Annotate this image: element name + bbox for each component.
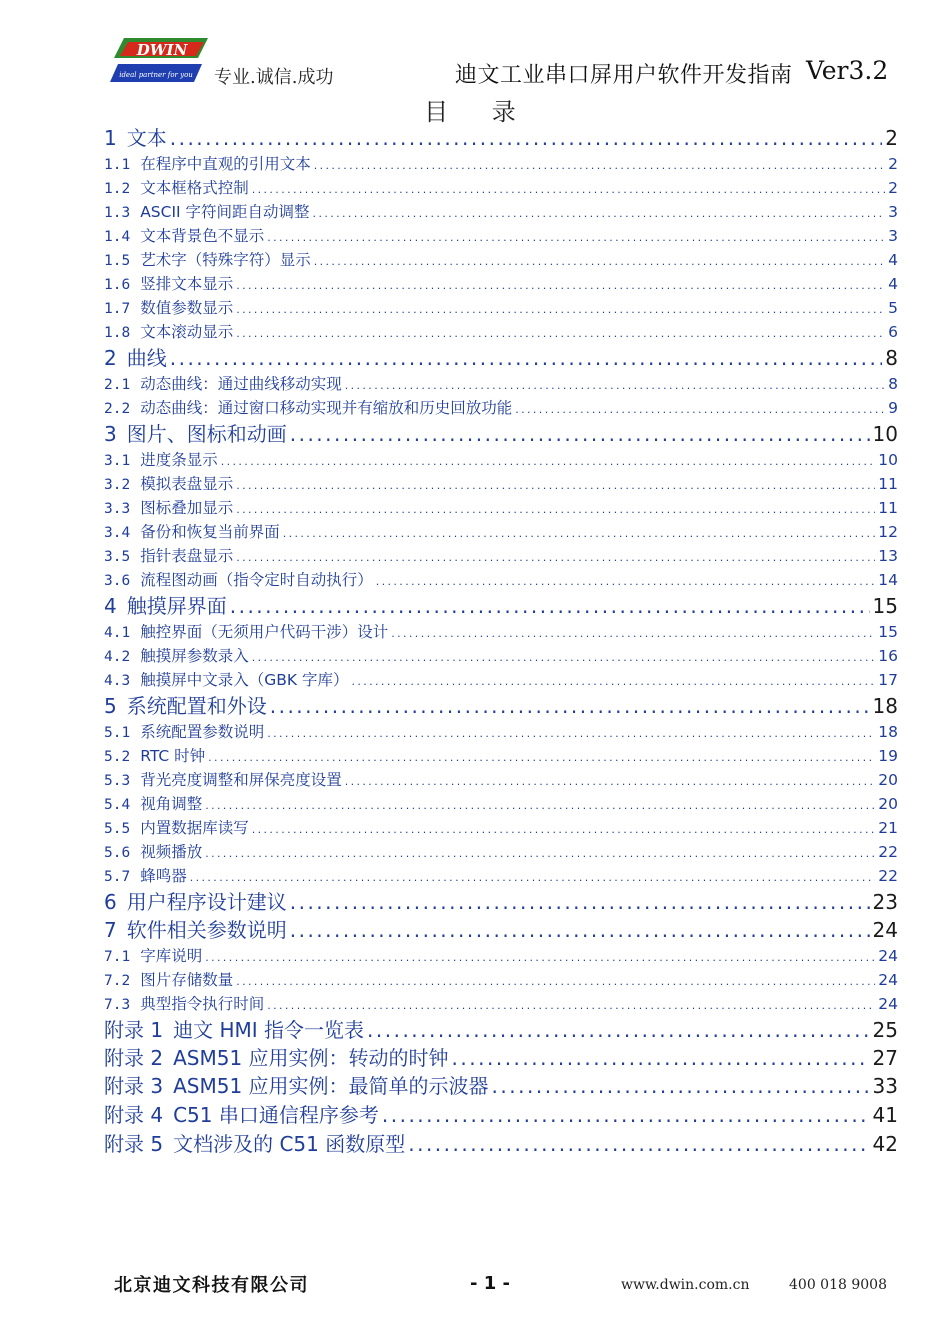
toc-leader-dots — [283, 522, 876, 546]
company-slogan: 专业.诚信.成功 — [214, 67, 334, 88]
footer-page-number: - 1 - — [470, 1273, 510, 1294]
toc-entry-number: 5.2 — [104, 749, 131, 765]
toc-entry[interactable] — [104, 1101, 898, 1129]
toc-entry-label: C51 串口通信程序参考 — [173, 1103, 379, 1127]
toc-leader-dots — [351, 670, 875, 694]
dwin-logo — [110, 34, 210, 86]
toc-entry-number: 5.1 — [104, 725, 131, 741]
toc-entry-label: 竖排文本显示 — [140, 275, 234, 293]
toc-leader-dots — [230, 592, 870, 620]
toc-entry-page: 10 — [872, 422, 898, 446]
toc-entry-page: 3 — [888, 203, 898, 221]
toc-entry-label: 视角调整 — [140, 795, 203, 813]
toc-entry[interactable] — [104, 816, 898, 840]
toc-entry-number: 2.2 — [104, 401, 131, 417]
logo-tagline: ideal partner for you — [119, 71, 193, 79]
toc-leader-dots — [190, 866, 876, 890]
toc-entry[interactable] — [104, 668, 898, 692]
toc-entry-page: 11 — [878, 475, 898, 493]
toc-leader-dots — [252, 818, 876, 842]
toc-leader-dots — [236, 474, 875, 498]
toc-leader-dots — [208, 746, 875, 770]
toc-leader-dots — [314, 154, 885, 178]
toc-entry-page: 15 — [872, 594, 898, 618]
toc-entry-label: 背光亮度调整和屏保亮度设置 — [140, 771, 342, 789]
toc-leader-dots — [236, 970, 875, 994]
toc-entry-label: 内置数据库读写 — [140, 819, 249, 837]
toc-entry[interactable] — [104, 496, 898, 520]
toc-leader-dots — [236, 322, 885, 346]
toc-entry[interactable] — [104, 944, 898, 968]
toc-entry-page: 27 — [872, 1046, 898, 1070]
toc-entry-number: 1.3 — [104, 205, 131, 221]
toc-leader-dots — [290, 888, 870, 916]
toc-entry-label: 触摸屏界面 — [126, 594, 227, 618]
toc-entry-label: RTC 时钟 — [140, 747, 206, 765]
toc-entry-label: 触摸屏参数录入 — [140, 647, 249, 665]
toc-entry-number: 附录 5 — [104, 1132, 164, 1156]
toc-entry[interactable] — [104, 592, 898, 620]
toc-entry[interactable] — [104, 1016, 898, 1044]
toc-entry-page: 22 — [878, 843, 898, 861]
toc-entry-page: 24 — [878, 947, 898, 965]
logo-text: DWIN — [136, 41, 188, 59]
toc-entry-label: ASCII 字符间距自动调整 — [140, 203, 310, 221]
toc-leader-dots — [205, 794, 875, 818]
toc-entry[interactable] — [104, 720, 898, 744]
toc-entry-number: 2 — [104, 346, 117, 370]
toc-entry-label: 图片存储数量 — [140, 971, 234, 989]
toc-entry-number: 3.3 — [104, 501, 131, 517]
toc-entry[interactable] — [104, 744, 898, 768]
toc-entry[interactable] — [104, 472, 898, 496]
toc-entry-number: 附录 4 — [104, 1103, 164, 1127]
footer-company: 北京迪文科技有限公司 — [114, 1275, 309, 1296]
toc-entry[interactable] — [104, 620, 898, 644]
toc-entry-label: 进度条显示 — [140, 451, 218, 469]
toc-entry-page: 22 — [878, 867, 898, 885]
toc-entry-page: 6 — [888, 323, 898, 341]
toc-entry-page: 33 — [872, 1074, 898, 1098]
toc-entry-page: 21 — [878, 819, 898, 837]
toc-entry-number: 1.2 — [104, 181, 131, 197]
toc-entry-page: 15 — [878, 623, 898, 641]
toc-entry[interactable] — [104, 344, 898, 372]
toc-entry-page: 10 — [878, 451, 898, 469]
toc-entry-page: 8 — [888, 375, 898, 393]
toc-leader-dots — [236, 498, 875, 522]
toc-entry-number: 1 — [104, 126, 117, 150]
toc-leader-dots — [267, 226, 885, 250]
toc-leader-dots — [267, 722, 875, 746]
toc-entry-label: 文本 — [126, 126, 167, 150]
toc-entry-label: 系统配置参数说明 — [140, 723, 265, 741]
toc-leader-dots — [515, 398, 885, 422]
toc-entry-number: 4.2 — [104, 649, 131, 665]
toc-entry-page: 20 — [878, 795, 898, 813]
toc-entry-number: 1.8 — [104, 325, 131, 341]
toc-entry[interactable] — [104, 840, 898, 864]
toc-entry-number: 3.4 — [104, 525, 131, 541]
toc-entry-page: 18 — [878, 723, 898, 741]
toc-leader-dots — [376, 570, 876, 594]
toc-entry-page: 4 — [888, 251, 898, 269]
toc-entry[interactable] — [104, 968, 898, 992]
toc-entry-number: 3.5 — [104, 549, 131, 565]
toc-entry[interactable] — [104, 224, 898, 248]
toc-leader-dots — [382, 1101, 870, 1129]
toc-leader-dots — [205, 946, 875, 970]
toc-entry-number: 7.3 — [104, 997, 131, 1013]
toc-entry-label: 图标叠加显示 — [140, 499, 234, 517]
toc-entry-label: 艺术字（特殊字符）显示 — [140, 251, 311, 269]
toc-entry-number: 7 — [104, 918, 117, 942]
toc-entry-label: 触摸屏中文录入（GBK 字库） — [140, 671, 349, 689]
toc-entry-label: 备份和恢复当前界面 — [140, 523, 280, 541]
toc-entry[interactable] — [104, 864, 898, 888]
toc-entry-label: 系统配置和外设 — [126, 694, 267, 718]
toc-entry-page: 41 — [872, 1103, 898, 1127]
toc-entry-label: 迪文 HMI 指令一览表 — [173, 1018, 365, 1042]
toc-entry-label: 文档涉及的 C51 函数原型 — [173, 1132, 406, 1156]
toc-entry[interactable] — [104, 296, 898, 320]
toc-leader-dots — [236, 274, 885, 298]
toc-leader-dots — [345, 770, 876, 794]
toc-entry-label: ASM51 应用实例：最简单的示波器 — [173, 1074, 489, 1098]
footer-phone: 400 018 9008 — [789, 1277, 887, 1293]
toc-entry-label: 触控界面（无须用户代码干涉）设计 — [140, 623, 389, 641]
toc-leader-dots — [408, 1130, 869, 1158]
toc-entry-number: 3.6 — [104, 573, 131, 589]
toc-entry-label: 字库说明 — [140, 947, 203, 965]
toc-entry[interactable] — [104, 916, 898, 944]
toc-leader-dots — [290, 420, 870, 448]
toc-entry-number: 5.6 — [104, 845, 131, 861]
toc-entry-number: 7.2 — [104, 973, 131, 989]
toc-entry[interactable] — [104, 248, 898, 272]
toc-entry-number: 1.1 — [104, 157, 131, 173]
toc-entry-page: 16 — [878, 647, 898, 665]
toc-entry-page: 20 — [878, 771, 898, 789]
toc-entry-label: 动态曲线：通过窗口移动实现并有缩放和历史回放功能 — [140, 399, 513, 417]
toc-entry-label: 指针表盘显示 — [140, 547, 234, 565]
toc-entry-page: 11 — [878, 499, 898, 517]
toc-entry[interactable] — [104, 176, 898, 200]
toc-entry[interactable] — [104, 396, 898, 420]
toc-entry-number: 3 — [104, 422, 117, 446]
toc-entry-page: 24 — [878, 971, 898, 989]
toc-entry-page: 24 — [878, 995, 898, 1013]
toc-entry-number: 5.5 — [104, 821, 131, 837]
toc-entry-page: 24 — [872, 918, 898, 942]
toc-entry-page: 8 — [885, 346, 898, 370]
toc-entry-label: 模拟表盘显示 — [140, 475, 234, 493]
toc-entry[interactable] — [104, 124, 898, 152]
toc-entry-number: 4 — [104, 594, 117, 618]
toc-entry-label: 蜂鸣器 — [140, 867, 187, 885]
toc-entry[interactable] — [104, 792, 898, 816]
toc-leader-dots — [236, 298, 885, 322]
toc-entry-page: 14 — [878, 571, 898, 589]
toc-entry[interactable] — [104, 888, 898, 916]
toc-leader-dots — [236, 546, 875, 570]
toc-entry[interactable] — [104, 420, 898, 448]
toc-entry-number: 1.5 — [104, 253, 131, 269]
toc-entry-label: 在程序中直观的引用文本 — [140, 155, 311, 173]
toc-entry-page: 2 — [888, 155, 898, 173]
toc-leader-dots — [252, 178, 885, 202]
toc-entry-number: 3.1 — [104, 453, 131, 469]
toc-entry[interactable] — [104, 520, 898, 544]
toc-leader-dots — [221, 450, 876, 474]
toc-entry-page: 12 — [878, 523, 898, 541]
toc-entry-label: 流程图动画（指令定时自动执行） — [140, 571, 373, 589]
toc-leader-dots — [345, 374, 885, 398]
toc-entry-label: 文本滚动显示 — [140, 323, 234, 341]
document-title: 迪文工业串口屏用户软件开发指南 — [455, 63, 793, 88]
toc-entry-number: 附录 2 — [104, 1046, 164, 1070]
toc-entry-number: 1.4 — [104, 229, 131, 245]
toc-leader-dots — [492, 1072, 870, 1100]
toc-leader-dots — [205, 842, 875, 866]
toc-leader-dots — [170, 124, 883, 152]
toc-entry-page: 13 — [878, 547, 898, 565]
toc-leader-dots — [314, 250, 885, 274]
toc-leader-dots — [313, 202, 886, 226]
toc-entry-page: 2 — [885, 126, 898, 150]
toc-entry-label: 用户程序设计建议 — [126, 890, 287, 914]
toc-entry-page: 3 — [888, 227, 898, 245]
toc-entry-label: ASM51 应用实例：转动的时钟 — [173, 1046, 449, 1070]
toc-entry-number: 7.1 — [104, 949, 131, 965]
toc-leader-dots — [290, 916, 870, 944]
toc-entry[interactable] — [104, 1044, 898, 1072]
toc-entry-page: 23 — [872, 890, 898, 914]
toc-entry-label: 软件相关参数说明 — [126, 918, 287, 942]
toc-leader-dots — [270, 692, 870, 720]
toc-entry[interactable] — [104, 200, 898, 224]
toc-entry-page: 2 — [888, 179, 898, 197]
toc-entry-page: 25 — [872, 1018, 898, 1042]
document-version: Ver3.2 — [806, 56, 889, 85]
toc-entry[interactable] — [104, 272, 898, 296]
toc-entry-number: 5.7 — [104, 869, 131, 885]
toc-entry-label: 图片、图标和动画 — [126, 422, 287, 446]
toc-entry-number: 5 — [104, 694, 117, 718]
toc-entry-number: 1.7 — [104, 301, 131, 317]
toc-leader-dots — [391, 622, 875, 646]
toc-entry-page: 42 — [872, 1132, 898, 1156]
toc-leader-dots — [267, 994, 875, 1018]
toc-entry[interactable] — [104, 152, 898, 176]
toc-entry-page: 17 — [878, 671, 898, 689]
toc-leader-dots — [170, 344, 883, 372]
toc-entry-label: 数值参数显示 — [140, 299, 234, 317]
toc-entry[interactable] — [104, 768, 898, 792]
toc-leader-dots — [452, 1044, 870, 1072]
toc-leader-dots — [367, 1016, 870, 1044]
toc-entry[interactable] — [104, 448, 898, 472]
toc-entry[interactable] — [104, 992, 898, 1016]
toc-entry-label: 文本框格式控制 — [140, 179, 249, 197]
toc-entry-number: 5.3 — [104, 773, 131, 789]
footer-website: www.dwin.com.cn — [621, 1277, 750, 1293]
toc-entry-number: 附录 3 — [104, 1074, 164, 1098]
toc-entry-label: 文本背景色不显示 — [140, 227, 265, 245]
toc-entry-number: 1.6 — [104, 277, 131, 293]
toc-entry-label: 动态曲线：通过曲线移动实现 — [140, 375, 342, 393]
toc-entry-label: 典型指令执行时间 — [140, 995, 265, 1013]
toc-entry-page: 5 — [888, 299, 898, 317]
toc-entry-label: 曲线 — [126, 346, 167, 370]
toc-entry-number: 6 — [104, 890, 117, 914]
toc-entry-page: 9 — [888, 399, 898, 417]
toc-leader-dots — [252, 646, 876, 670]
toc-entry-page: 18 — [872, 694, 898, 718]
toc-entry-page: 4 — [888, 275, 898, 293]
toc-entry[interactable] — [104, 568, 898, 592]
toc-entry[interactable] — [104, 320, 898, 344]
toc-entry[interactable] — [104, 1072, 898, 1100]
toc-entry-label: 视频播放 — [140, 843, 203, 861]
toc-entry-number: 5.4 — [104, 797, 131, 813]
toc-entry[interactable] — [104, 372, 898, 396]
toc-entry[interactable] — [104, 1130, 898, 1158]
toc-entry-page: 19 — [878, 747, 898, 765]
toc-entry[interactable] — [104, 692, 898, 720]
toc-entry[interactable] — [104, 644, 898, 668]
toc-heading: 目 录 — [424, 98, 534, 126]
toc-entry-number: 3.2 — [104, 477, 131, 493]
toc-entry[interactable] — [104, 544, 898, 568]
toc-entry-number: 4.3 — [104, 673, 131, 689]
toc-entry-number: 4.1 — [104, 625, 131, 641]
toc-entry-number: 附录 1 — [104, 1018, 164, 1042]
toc-entry-number: 2.1 — [104, 377, 131, 393]
